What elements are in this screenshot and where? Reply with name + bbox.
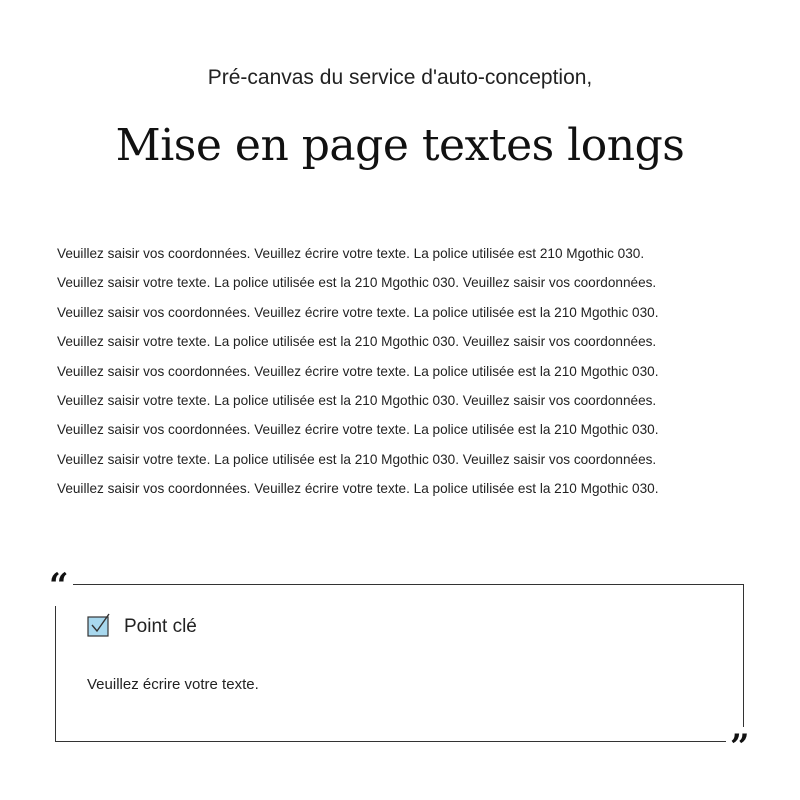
close-quote-icon: ”: [726, 727, 752, 767]
body-line: Veuillez saisir vos coordonnées. Veuillez écrire votre texte. La police utilisée est la 210 Mgothic 030.: [57, 422, 659, 438]
checkbox-checked-icon: [87, 613, 111, 637]
body-line: Veuillez saisir vos coordonnées. Veuillez écrire votre texte. La police utilisée est 210 Mgothic 030.: [57, 246, 645, 261]
body-line: Veuillez saisir votre texte. La police utilisée est la 210 Mgothic 030. Veuillez saisir vos coordonnées.: [57, 275, 657, 291]
key-point-text: Veuillez écrire votre texte.: [87, 676, 259, 693]
body-line: Veuillez saisir vos coordonnées. Veuillez écrire votre texte. La police utilisée est la 210 Mgothic 030.: [57, 304, 659, 320]
body-line: Veuillez saisir vos coordonnées. Veuillez écrire votre texte. La police utilisée est la 210 Mgothic 030.: [57, 481, 659, 497]
body-line: Veuillez saisir votre texte. La police utilisée est la 210 Mgothic 030. Veuillez saisir vos coordonnées.: [57, 334, 657, 350]
page-title: Mise en page textes longs: [115, 120, 685, 171]
body-line: Veuillez saisir votre texte. La police utilisée est la 210 Mgothic 030. Veuillez saisir vos coordonnées.: [57, 392, 657, 408]
open-quote-icon: “: [47, 566, 73, 606]
body-line: Veuillez saisir vos coordonnées. Veuillez écrire votre texte. La police utilisée est la 210 Mgothic 030.: [57, 363, 659, 379]
key-point-callout: [55, 584, 744, 742]
body-line: Veuillez saisir votre texte. La police utilisée est la 210 Mgothic 030. Veuillez saisir vos coordonnées.: [57, 451, 657, 467]
page-subtitle: Pré-canvas du service d'auto-conception,: [207, 66, 593, 89]
key-point-label: Point clé: [124, 616, 197, 637]
body-text: [57, 244, 757, 509]
